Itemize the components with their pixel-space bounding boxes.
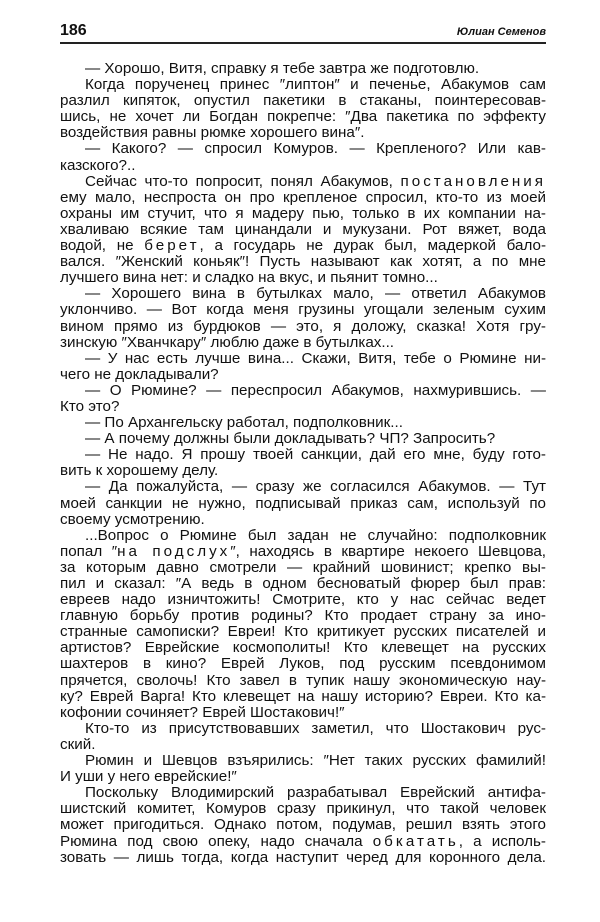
text-line: евреев надо изничтожить! Смотрите, кто у нас сейчас ведет bbox=[60, 591, 546, 609]
text-line: разлил кипяток, опустил пакетики в стаканы, поинтересовав- bbox=[60, 92, 546, 110]
text-line: вином прямо из бурдюков — это, я доложу, сказка! Хотя гру- bbox=[60, 317, 546, 335]
text-segment: ″, находясь в квартире некоего Шевцова, bbox=[230, 542, 547, 560]
text-line: чего не докладывали? bbox=[60, 365, 219, 383]
text-line: ский. bbox=[60, 735, 96, 753]
text-segment: Рюмина под свою опеку, надо сначала bbox=[60, 832, 373, 850]
text-line: — Да пожалуйста, — сразу же согласился Абакумов. — Тут bbox=[85, 478, 546, 496]
text-line: ему мало, неспроста он про крепленое спросил, кто-то из моей bbox=[60, 188, 546, 206]
paragraph bbox=[60, 174, 546, 287]
running-head-author: Юлиан Семенов bbox=[456, 26, 546, 38]
paragraph bbox=[60, 77, 546, 141]
text-line: — Хорошо, Витя, справку я тебе завтра же подготовлю. bbox=[85, 60, 480, 77]
text-segment: , а государь не дурак был, мадеркой бало- bbox=[199, 237, 547, 255]
text-line bbox=[60, 834, 546, 850]
paragraph bbox=[60, 383, 546, 415]
text-line: своему усмотрению. bbox=[60, 510, 205, 528]
text-segment: попал ″ bbox=[60, 542, 118, 560]
emphasized-spaced-text: берет bbox=[144, 237, 200, 255]
text-line: — Какого? — спросил Комуров. — Крепленого? Или кав- bbox=[85, 140, 546, 158]
text-line: хваливаю всякие там цинандали и мукузани. Рот вяжет, вода bbox=[60, 220, 546, 238]
paragraph bbox=[60, 528, 546, 721]
text-line: может пригодиться. Однако потом, подумав, решил взять этого bbox=[60, 816, 546, 834]
text-line bbox=[60, 544, 546, 560]
text-line bbox=[60, 238, 546, 254]
emphasized-spaced-text: на подслух bbox=[117, 542, 231, 560]
text-line: — А почему должны были докладывать? ЧП? Запросить? bbox=[85, 430, 496, 448]
text-line: казского?.. bbox=[60, 156, 136, 174]
text-line: главную борьбу против родины? Кто продает страну за ино- bbox=[60, 607, 546, 625]
text-line: воздействия равны рюмке хорошего вина″. bbox=[60, 124, 365, 142]
text-line: лучшего вина нет: и сладко на вкус, и пьянит томно... bbox=[60, 269, 438, 287]
text-line: пил и сказал: ″А ведь в одном бесноватый фюрер был прав: bbox=[60, 575, 546, 592]
page-number: 186 bbox=[60, 22, 87, 39]
paragraph bbox=[60, 785, 546, 865]
emphasized-spaced-text: обкатать bbox=[372, 832, 459, 850]
text-line: шистский комитет, Комуров сразу прикинул, что такой человек bbox=[60, 800, 546, 818]
page-body bbox=[60, 61, 546, 866]
paragraph bbox=[60, 61, 546, 77]
paragraph bbox=[60, 753, 546, 785]
paragraph bbox=[60, 447, 546, 479]
paragraph bbox=[60, 721, 546, 753]
text-segment: водой, не bbox=[60, 237, 145, 255]
paragraph bbox=[60, 479, 546, 527]
text-line: — Не надо. Я прошу твоей санкции, дай его мне, буду гото- bbox=[85, 446, 546, 464]
text-line: Кто это? bbox=[60, 397, 120, 415]
text-line: охраны им стучит, что я мадеру пью, только в их компании на- bbox=[60, 204, 546, 222]
text-line: — У нас есть лучше вина... Скажи, Витя, тебе о Рюмине ни- bbox=[85, 349, 546, 367]
text-line: за которым давно смотрели — крайний шовинист; крепко вы- bbox=[60, 558, 546, 576]
text-segment: , а исполь- bbox=[458, 832, 546, 850]
text-line: И уши у него еврейские!″ bbox=[60, 768, 237, 786]
text-line bbox=[60, 174, 546, 190]
text-line: ку? Еврей Варга! Кто клевещет на нашу историю? Евреи. Кто ка- bbox=[60, 687, 546, 705]
text-line: артистов? Еврейские космополиты! Кто клевещет на русских bbox=[60, 639, 546, 657]
text-line: прячется, сволочь! Кто завел в тупик нашу экономическую нау- bbox=[60, 671, 546, 689]
emphasized-spaced-text: постановления bbox=[400, 172, 546, 190]
paragraph bbox=[60, 431, 546, 447]
paragraph bbox=[60, 351, 546, 383]
text-line: Поскольку Влодимирский разрабатывал Еврейский антифа- bbox=[85, 784, 546, 802]
paragraph bbox=[60, 415, 546, 431]
text-line: зовать — лишь тогда, когда наступит черед для коронного дела. bbox=[60, 848, 546, 866]
text-segment: Сейчас что-то попросит, понял Абакумов, bbox=[85, 172, 401, 190]
text-line: странные самописки? Евреи! Кто критикует русских писателей и bbox=[60, 623, 546, 641]
text-line: зинскую ″Хванчкару″ люблю даже в бутылках... bbox=[60, 333, 395, 351]
text-line: моей санкции не нужно, подписывай приказ сам, используй по bbox=[60, 494, 546, 512]
text-line: Рюмин и Шевцов взъярились: ″Нет таких русских фамилий! bbox=[85, 752, 546, 770]
text-line: Когда порученец принес ″липтон″ и печенье, Абакумов сам bbox=[85, 76, 546, 94]
paragraph bbox=[60, 286, 546, 350]
text-line: вить к хорошему делу. bbox=[60, 462, 219, 480]
text-line: — Хорошего вина в бутылках мало, — ответил Абакумов bbox=[85, 285, 546, 303]
text-line: уклончиво. — Вот когда меня грузины угощали зеленым сухим bbox=[60, 301, 546, 319]
text-line: ...Вопрос о Рюмине был задан не случайно: подполковник bbox=[85, 526, 546, 544]
paragraph bbox=[60, 141, 546, 173]
running-header bbox=[60, 22, 546, 44]
text-line: — По Архангельску работал, подполковник... bbox=[85, 414, 403, 432]
text-line: вался. ″Женский коньяк″! Пусть называют как хотят, а по мне bbox=[60, 253, 546, 271]
text-line: шись, не хочет ли Богдан покрепче: ″Два пакетика по эффекту bbox=[60, 108, 546, 126]
text-line: — О Рюмине? — переспросил Абакумов, нахмурившись. — bbox=[85, 381, 546, 399]
text-line: Кто-то из присутствовавших заметил, что Шостакович рус- bbox=[85, 719, 546, 737]
text-line: кофонии сочиняет? Еврей Шостакович!″ bbox=[60, 703, 345, 721]
text-line: шахтеров в кино? Еврей Луков, под русским псевдонимом bbox=[60, 655, 546, 673]
